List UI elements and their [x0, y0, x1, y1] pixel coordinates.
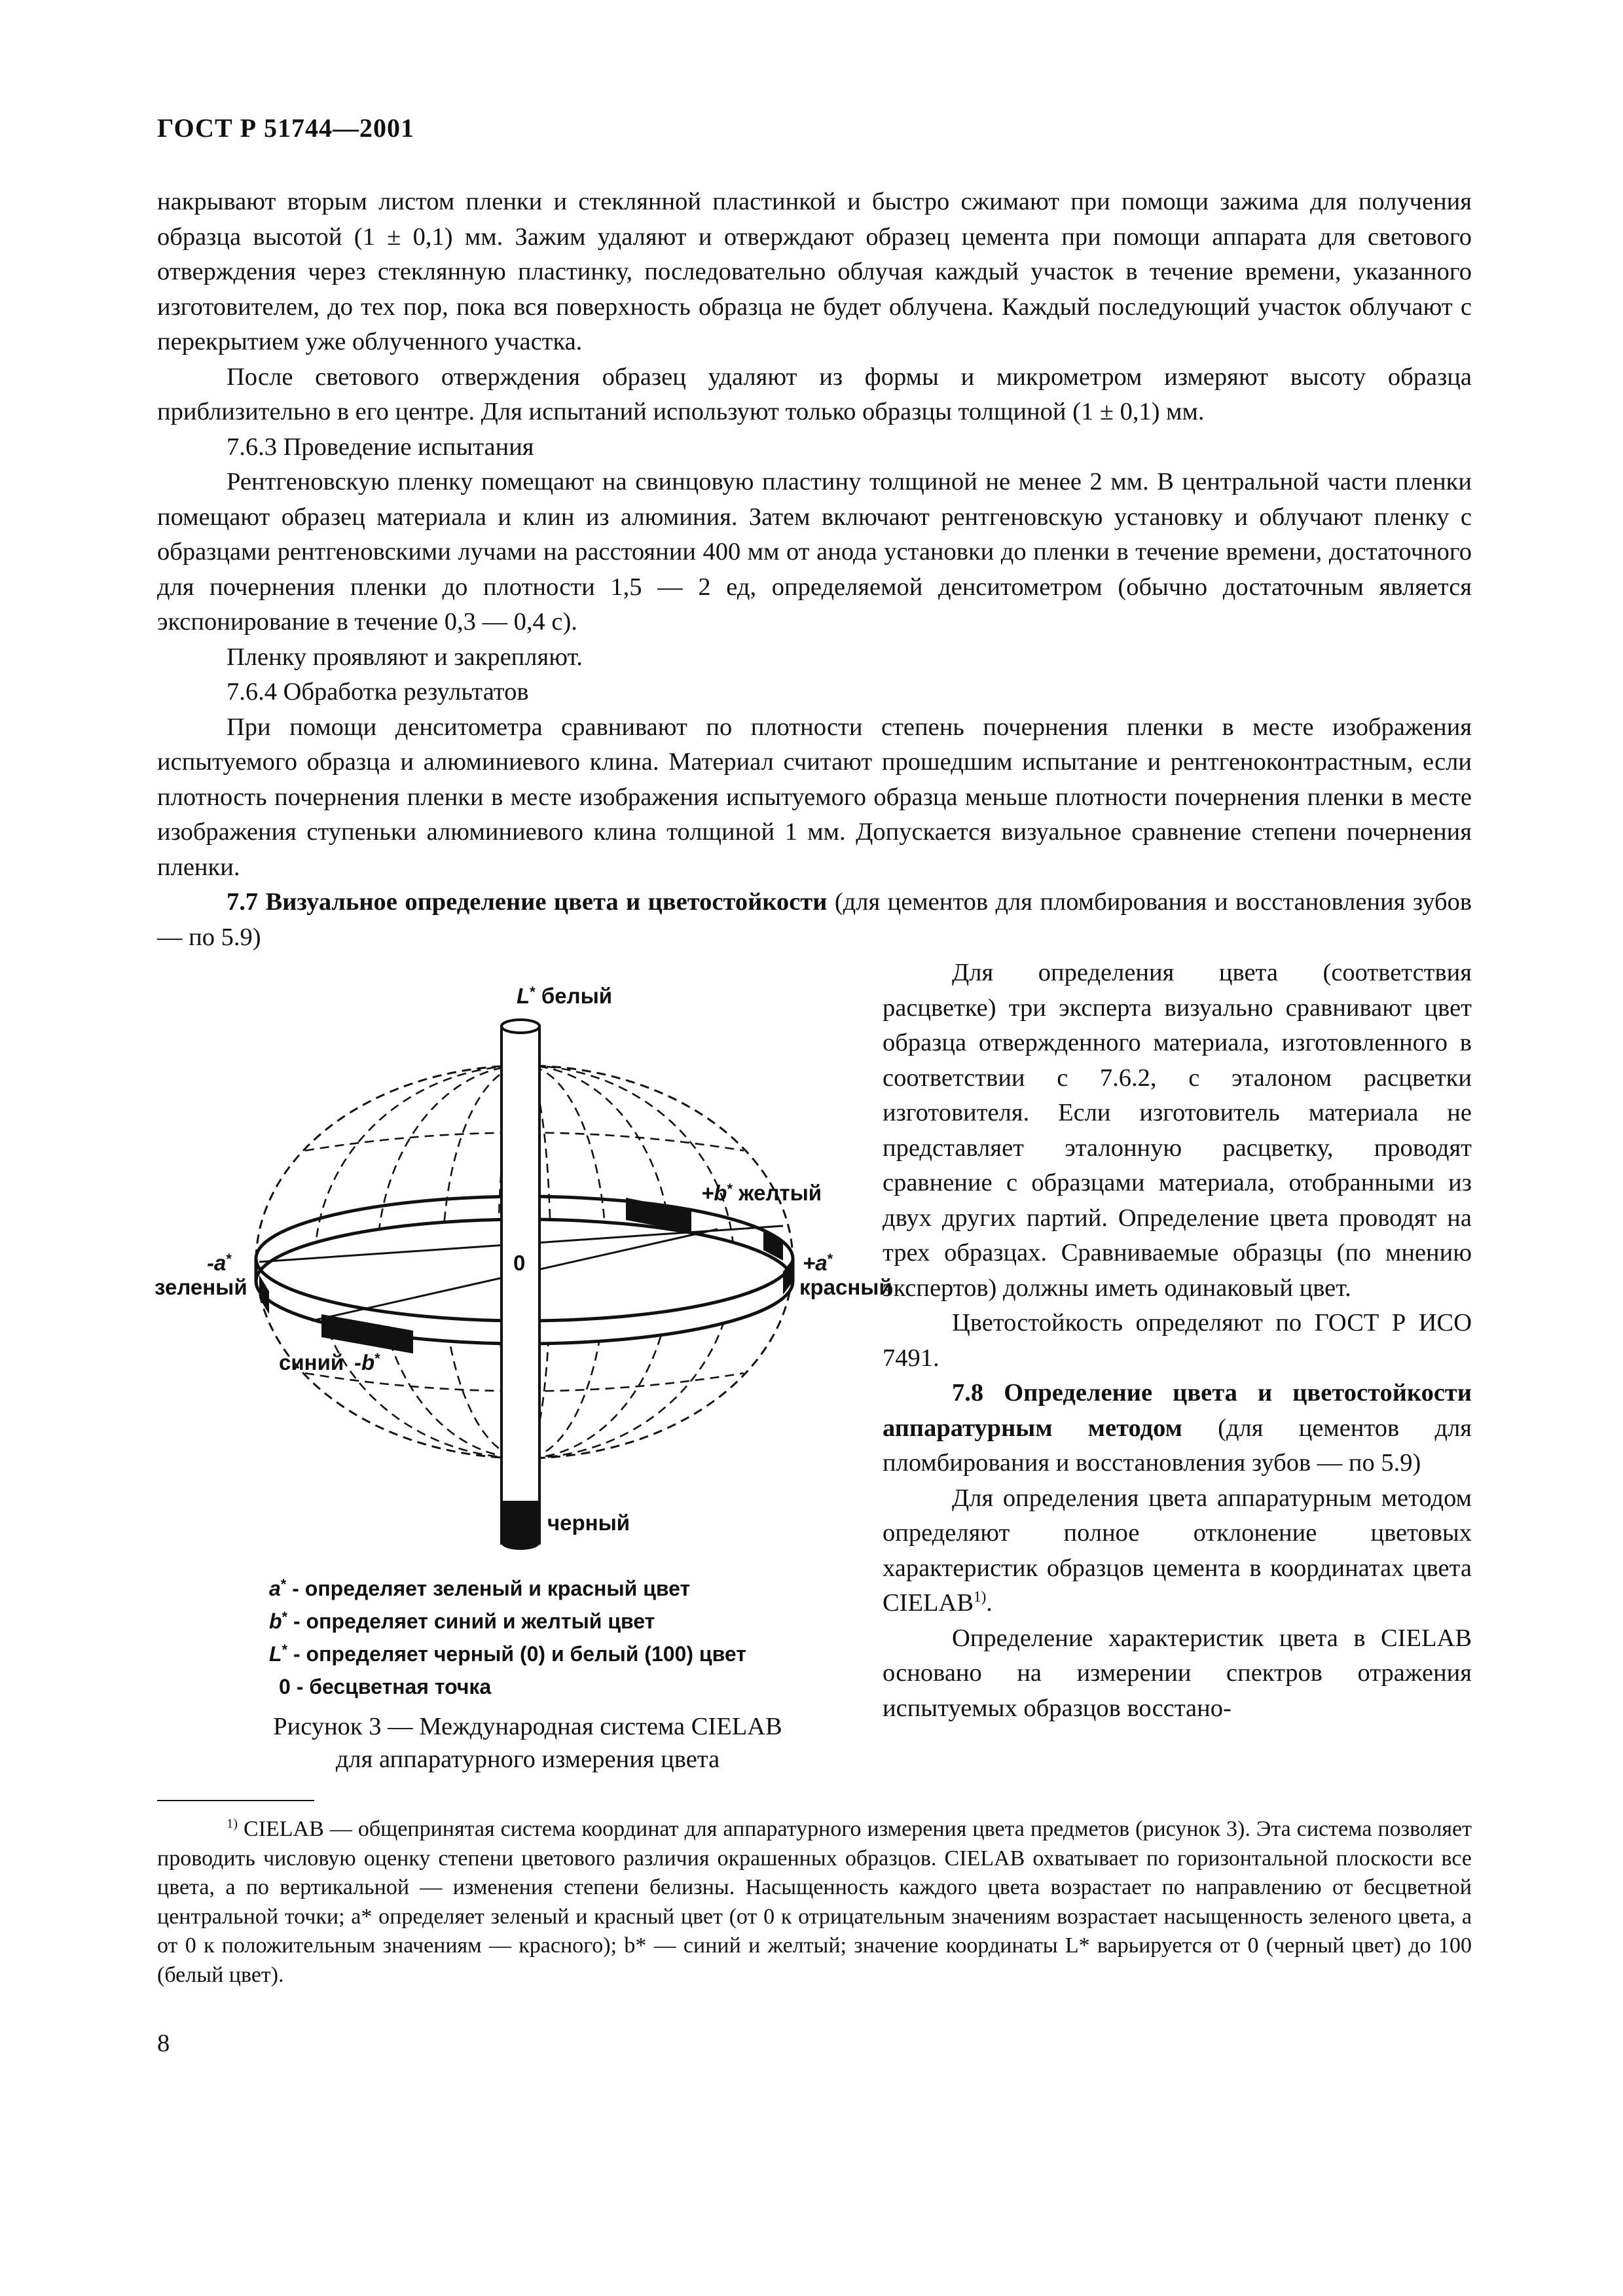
label-b-plus: +b [701, 1181, 727, 1205]
svg-text:L* - определяет черный (0) и б: L* - определяет черный (0) и белый (100) цвет [269, 1641, 746, 1666]
svg-text:+a*: +a* [803, 1251, 833, 1275]
label-white: белый [535, 984, 613, 1008]
section-heading-rest: (для цементов для пломбирования и восстановления зубов — по 5.9) [883, 1414, 1472, 1477]
section-heading: 7.8 Определение цвета и цветостойкости аппаратурным методом [883, 1379, 1472, 1442]
label-green: зеленый [155, 1275, 247, 1299]
legend-item: 0 - бесцветная точка [279, 1675, 492, 1698]
label-red: красный [799, 1275, 892, 1299]
label-a-minus: -a [207, 1251, 227, 1275]
paragraph: Пленку проявляют и закрепляют. [227, 643, 583, 671]
paragraph: Для определения цвета (соответствия расцветке) три эксперта визуально сравнивают цвет образца отвержденного материала, изготовленного в соответствии с 7.6.2, с эталоном расцветки изготовителя. Если изготовитель материала не представляет эталонную расцветку, проводят сравнение с образцами материала, отобранными из двух других партий. Определение цвета проводят на трех образцах. Сравниваемые образцы (по мнению экспертов) должны иметь одинаковый цвет. [883, 959, 1472, 1302]
paragraph: Рентгеновскую пленку помещают на свинцовую пластину толщиной не менее 2 мм. В центральной части пленки помещают образец материала и клин из алюминия. Затем включают рентгеновскую установку и облучают пленку с образцами рентгеновскими лучами на расстоянии 400 мм от анода установки до пленки в течение времени, достаточного для почернения пленки до плотности 1,5 — 2 ед, определяемой денситометром (обычно достаточным является экспонирование в течение 0,3 — 0,4 с). [157, 468, 1472, 636]
figure-cielab [155, 967, 901, 1792]
footnote-marker: 1) [227, 1816, 238, 1831]
label-center: 0 [513, 1251, 526, 1275]
svg-text:L* белый: L* белый [517, 984, 613, 1008]
label-b-minus: -b [354, 1350, 375, 1374]
cielab-diagram [155, 967, 901, 1707]
label-l-axis: L [517, 984, 530, 1008]
l-axis-cylinder [501, 1026, 539, 1543]
subsection-heading: 7.6.3 Проведение испытания [227, 433, 534, 461]
paragraph: Цветостойкость определяют по ГОСТ Р ИСО 7491. [883, 1309, 1472, 1372]
footnote [157, 1815, 1472, 1990]
svg-text:-a*: -a* [207, 1251, 232, 1275]
paragraph: При помощи денситометра сравнивают по плотности степень почернения пленки в месте изображения испытуемого образца и алюминиевого клина. Материал считают прошедшим испытание и рентгеноконтрастным, если плотность почернения пленки в месте изображения испытуемого образца меньше плотности почернения пленки в месте изображения ступеньки алюминиевого клина толщиной 1 мм. Допускается визуальное сравнение степени почернения пленки. [157, 713, 1472, 881]
footnote-ref[interactable]: 1) [974, 1588, 987, 1605]
document-header: ГОСТ Р 51744—2001 [157, 113, 415, 143]
label-yellow: желтый [733, 1181, 822, 1205]
svg-text:a* - определяет зеленый и крас: a* - определяет зеленый и красный цвет [269, 1576, 691, 1600]
legend-item: - определяет синий и желтый цвет [287, 1609, 655, 1633]
page-number: 8 [157, 2030, 170, 2057]
section-7-8 [883, 1376, 1472, 1481]
svg-text:+b* желтый: +b* желтый [701, 1181, 822, 1205]
section-7-7 [157, 885, 1472, 955]
section-heading: 7.7 Визуальное определение цвета и цветостойкости [227, 888, 828, 916]
paragraph: Для определения цвета аппаратурным методом определяют полное отклонение цветовых характеристик образцов цемента в координатах цвета CIELAB$^{1)}$. [883, 1484, 1472, 1617]
legend-sym: L [269, 1642, 282, 1666]
label-black: черный [547, 1511, 630, 1535]
paragraph-text: Для определения цвета аппаратурным методом определяют полное отклонение цветовых характеристик образцов цемента в координатах цвета CIELAB [883, 1484, 1472, 1617]
paragraph: накрывают вторым листом пленки и стеклянной пластинкой и быстро сжимают при помощи зажима для получения образца высотой (1 ± 0,1) мм. Зажим удаляют и отверждают образец цемента при помощи аппарата для светового отверждения через стеклянную пластинку, последовательно облучая каждый участок в течение времени, указанного изготовителем, до тех пор, пока вся поверхность образца не будет облучена. Каждый последующий участок облучают с перекрытием уже облученного участка. [157, 188, 1472, 355]
legend-item: - определяет черный (0) и белый (100) цвет [287, 1642, 746, 1666]
figure-caption-line: для аппаратурного измерения цвета [335, 1746, 720, 1773]
label-blue: синий [279, 1350, 344, 1374]
svg-text:b* - определяет синий и желтый: b* - определяет синий и желтый цвет [269, 1609, 655, 1633]
paragraph: После светового отверждения образец удаляют из формы и микрометром измеряют высоту образца приблизительно в его центре. Для испытаний используют только образцы толщиной (1 ± 0,1) мм. [157, 363, 1472, 425]
footnote-text: CIELAB — общепринятая система координат для аппаратурного измерения цвета предметов (рисунок 3). Эта система позволяет проводить числовую оценку степени цветового различия окрашенных образцов. CIELAB охватывает по горизонтальной плоскости все цвета, а по вертикальной — изменения степени белизны. Насыщенность каждого цвета возрастает по направлению от бесцветной центральной точки; a* определяет зеленый и красный цвет (от 0 к отрицательным значениям возрастает насыщенность зеленого цвета, а от 0 к положительным значениям — красного); b* — синий и желтый; значение координаты L* варьируется от 0 (черный цвет) до 100 (белый цвет). [157, 1817, 1472, 1987]
svg-text:-b*: -b* [354, 1350, 380, 1374]
paragraph: Определение характеристик цвета в CIELAB основано на измерении спектров отражения испытуемых образцов восстано- [883, 1624, 1472, 1722]
legend-sym: a [269, 1577, 281, 1600]
legend-sym: b [269, 1609, 282, 1633]
legend-item: - определяет зеленый и красный цвет [286, 1577, 691, 1600]
label-a-plus: +a [803, 1251, 828, 1275]
section-heading-rest: (для цементов для пломбирования и восстановления зубов — по 5.9) [157, 888, 1472, 951]
figure-legend [269, 1576, 746, 1698]
figure-caption-line: Рисунок 3 — Международная система CIELAB [273, 1713, 782, 1740]
right-column-text [883, 956, 1472, 1726]
figure-caption [155, 1710, 901, 1776]
body-text [157, 185, 1472, 955]
subsection-heading: 7.6.4 Обработка результатов [227, 678, 529, 706]
footnote-rule [157, 1800, 314, 1801]
